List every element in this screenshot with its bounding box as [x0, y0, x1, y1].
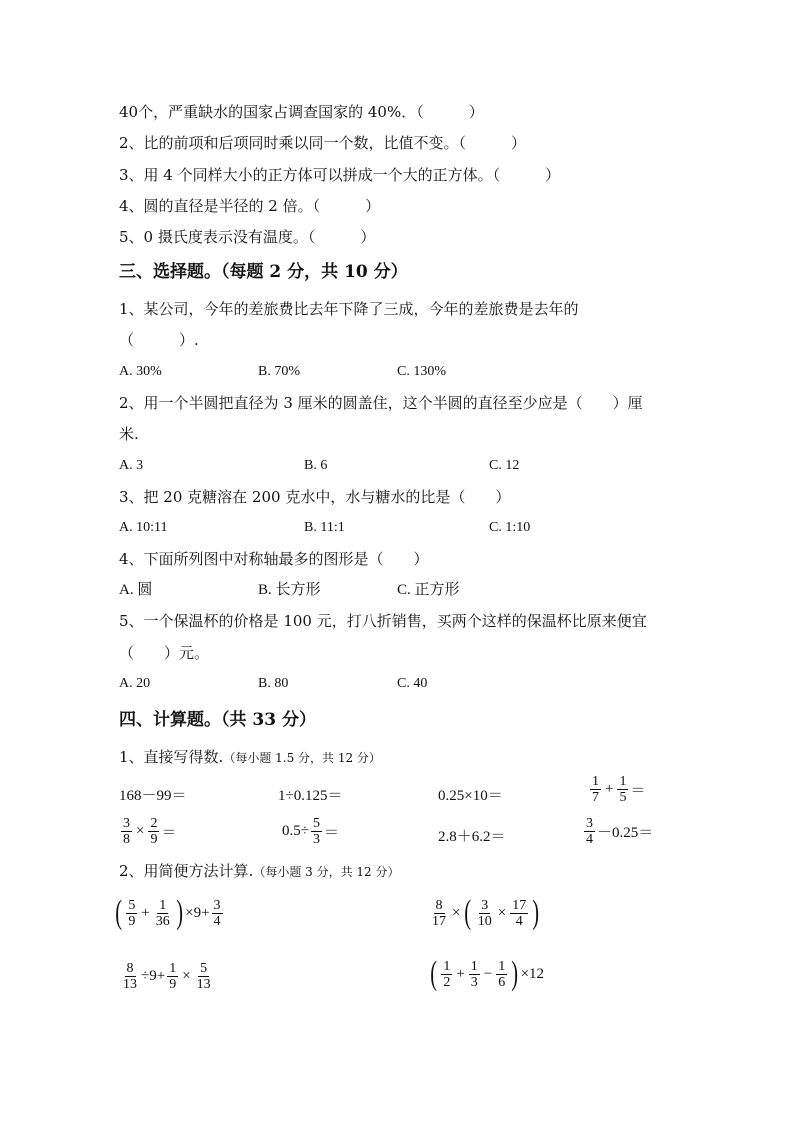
- choice-q3-option-a: A. 10:11: [119, 520, 168, 535]
- fraction: $\frac{3}{8}$: [123, 816, 130, 847]
- calc-sub2-title-text: 2、用简便方法计算.: [119, 862, 254, 880]
- expr-4: $\frac{1}{7}$ + $\frac{1}{5}$ ＝: [592, 774, 646, 805]
- choice-q1-text: 1、某公司，今年的差旅费比去年下降了三成，今年的差旅费是去年的: [119, 300, 579, 318]
- choice-q4-option-c: C. 正方形: [397, 582, 460, 598]
- choice-q5-text: 5、一个保温杯的价格是 100 元，打八折销售，买两个这样的保温杯比原来便宜: [119, 612, 647, 630]
- calc-sub2-note: （每小题 3 分，共 12 分）: [253, 865, 400, 879]
- fraction: $\frac{5}{3}$: [312, 816, 320, 847]
- calc-sub1-title-text: 1、直接写得数.: [119, 748, 224, 766]
- fraction: $\frac{3}{10}$: [477, 897, 492, 929]
- choice-q5-option-c: C. 40: [397, 676, 428, 691]
- choice-q3-option-b: B. 11:1: [304, 520, 345, 535]
- choice-q4-option-b: B. 长方形: [258, 582, 321, 598]
- judge-item-4: 4、圆的直径是半径的 2 倍。（ ）: [119, 197, 381, 215]
- expr-2: 1÷0.125＝: [278, 788, 343, 804]
- judge-item-3: 3、用 4 个同样大小的正方体可以拼成一个大的正方体。（ ）: [119, 166, 561, 184]
- fraction: $\frac{5}{13}$: [196, 961, 211, 992]
- choice-q5-option-b: B. 80: [258, 676, 289, 691]
- section-heading-calc: 四、计算题。（共 33 分）: [119, 710, 316, 730]
- choice-q2-option-b: B. 6: [304, 458, 328, 473]
- fraction: $\frac{1}{36}$: [155, 897, 170, 929]
- fraction: $\frac{1}{3}$: [470, 958, 478, 990]
- choice-q4-text: 4、下面所列图中对称轴最多的图形是（ ）: [119, 550, 429, 568]
- expr-7: 2.8＋6.2＝: [438, 829, 506, 845]
- expr-8: $\frac{3}{4}$ －0.25＝: [586, 816, 654, 847]
- judge-item-5: 5、0 摄氏度表示没有温度。（ ）: [119, 228, 376, 246]
- choice-q5-text-cont: （ ）元。: [119, 644, 210, 662]
- choice-q1-option-a: A. 30%: [119, 364, 162, 379]
- calc-sub2-title: [119, 861, 399, 882]
- choice-q2-option-c: C. 12: [489, 458, 520, 473]
- expr-6: 0.5÷ $\frac{5}{3}$ ＝: [282, 816, 339, 847]
- fraction: $\frac{1}{7}$: [592, 774, 599, 805]
- fraction: $\frac{3}{4}$: [213, 897, 221, 929]
- choice-q1-text-cont: （ ）.: [119, 331, 199, 349]
- calc-sub1-note: （每小题 1.5 分，共 12 分）: [223, 751, 381, 765]
- fraction: $\frac{8}{13}$: [123, 961, 137, 992]
- judge-item-2: 2、比的前项和后项同时乘以同一个数，比值不变。（ ）: [119, 134, 527, 152]
- choice-q3-text: 3、把 20 克糖溶在 200 克水中，水与糖水的比是（ ）: [119, 488, 511, 506]
- choice-q2-option-a: A. 3: [119, 458, 144, 473]
- choice-q2-text: 2、用一个半圆把直径为 3 厘米的圆盖住，这个半圆的直径至少应是（ ）厘: [119, 394, 643, 412]
- fraction: $\frac{3}{4}$: [586, 816, 593, 847]
- fraction: $\frac{5}{9}$: [128, 897, 136, 929]
- choice-q5-option-a: A. 20: [119, 676, 151, 691]
- expr-1: 168－99＝: [119, 788, 187, 804]
- fraction: $\frac{2}{9}$: [150, 816, 158, 847]
- simplify-expr-1: ( $\frac{5}{9}$ + $\frac{1}{36}$ ) ×9+ $\frac{3}{4}$: [115, 894, 221, 931]
- expr-5: $\frac{3}{8}$ × $\frac{2}{9}$ ＝: [123, 816, 177, 847]
- fraction: $\frac{1}{9}$: [169, 961, 177, 992]
- choice-q1-option-c: C. 130%: [397, 364, 446, 379]
- choice-q1-option-b: B. 70%: [258, 364, 300, 379]
- fraction: $\frac{1}{2}$: [443, 958, 451, 990]
- expr-3: 0.25×10＝: [438, 788, 503, 804]
- choice-q2-text-cont: 米.: [119, 425, 139, 443]
- simplify-expr-3: $\frac{8}{13}$ ÷9+ $\frac{1}{9}$ × $\frac{5}{13}$: [123, 961, 211, 992]
- fraction: $\frac{17}{4}$: [512, 897, 527, 929]
- fraction: $\frac{8}{17}$: [432, 897, 446, 929]
- section-heading-choice: 三、选择题。（每题 2 分，共 10 分）: [119, 262, 408, 282]
- fraction: $\frac{1}{6}$: [498, 958, 506, 990]
- fraction: $\frac{1}{5}$: [619, 774, 627, 805]
- choice-q4-option-a: A. 圆: [119, 582, 153, 598]
- judge-item-1: 40个，严重缺水的国家占调查国家的 40%．（ ）: [119, 103, 484, 121]
- simplify-expr-4: ( $\frac{1}{2}$ + $\frac{1}{3}$ − $\frac{1}{6}$ ) ×12: [430, 955, 545, 992]
- simplify-expr-2: $\frac{8}{17}$ × ( $\frac{3}{10}$ × $\frac{17}{4}$ ): [432, 894, 540, 931]
- calc-sub1-title: [119, 747, 381, 768]
- choice-q3-option-c: C. 1:10: [489, 520, 531, 535]
